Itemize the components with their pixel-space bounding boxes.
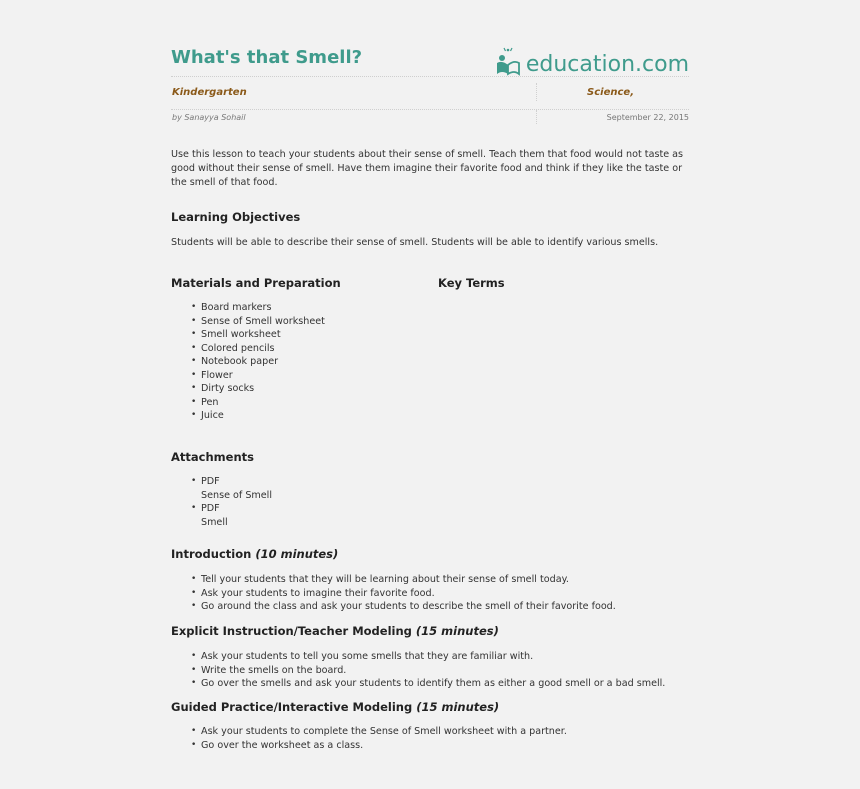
list-item: • Board markers [191,301,325,315]
introduction-heading: Introduction (10 minutes) [171,547,339,561]
author: by Sanayya Sohail [172,113,246,122]
list-item: • Write the smells on the board. [191,664,665,678]
publish-date: September 22, 2015 [606,113,689,122]
attachment-link[interactable]: Sense of Smell [201,489,272,501]
introduction-list [191,573,616,614]
lesson-intro: Use this lesson to teach your students about their sense of smell. Teach them that food would not taste as good without their sense of smell. Have them imagine their favorite food and think if they like the taste or the smell of that food. [171,149,684,188]
list-item: • Flower [191,369,325,383]
attachment-type: • PDF [191,475,272,489]
list-item: • Tell your students that they will be learning about their sense of smell today. [191,573,616,587]
list-item: • Smell worksheet [191,328,325,342]
grade-label: Kindergarten [172,87,247,98]
key-terms-heading: Key Terms [438,276,505,290]
objectives-text: Students will be able to describe their sense of smell. Students will be able to identify various smells. [171,237,659,248]
materials-heading: Materials and Preparation [171,276,341,290]
guided-practice-heading: Guided Practice/Interactive Modeling (15 minutes) [171,700,500,714]
list-item: • Ask your students to tell you some smells that they are familiar with. [191,650,665,664]
objectives-heading: Learning Objectives [171,210,301,224]
book-reader-icon [491,46,525,76]
divider [171,76,689,77]
attachment-link[interactable]: Smell [201,516,228,528]
list-item: • Juice [191,409,325,423]
list-item: • Sense of Smell worksheet [191,315,325,329]
logo-wordmark: education.com [525,52,689,77]
list-item: • Notebook paper [191,355,325,369]
list-item: • Pen [191,396,325,410]
divider [536,83,537,101]
page-title: What's that Smell? [171,47,363,68]
attachments-heading: Attachments [171,450,254,464]
list-item: • Go around the class and ask your students to describe the smell of their favorite food. [191,600,616,614]
guided-practice-list [191,725,567,752]
divider [536,110,537,124]
divider [171,109,689,110]
title-row [171,42,689,76]
list-item: • Ask your students to complete the Sense of Smell worksheet with a partner. [191,725,567,739]
materials-list [191,301,325,423]
list-item: • Dirty socks [191,382,325,396]
list-item: • Go over the smells and ask your students to identify them as either a good smell or a bad smell. [191,677,665,691]
list-item: • Colored pencils [191,342,325,356]
attachments-list [191,475,272,529]
explicit-instruction-list [191,650,665,691]
attachment-type: • PDF [191,502,272,516]
list-item: • Ask your students to imagine their favorite food. [191,587,616,601]
subject-label: Science, [587,87,634,98]
list-item: • Go over the worksheet as a class. [191,739,567,753]
explicit-instruction-heading: Explicit Instruction/Teacher Modeling (15 minutes) [171,624,499,638]
education-logo [491,42,689,76]
